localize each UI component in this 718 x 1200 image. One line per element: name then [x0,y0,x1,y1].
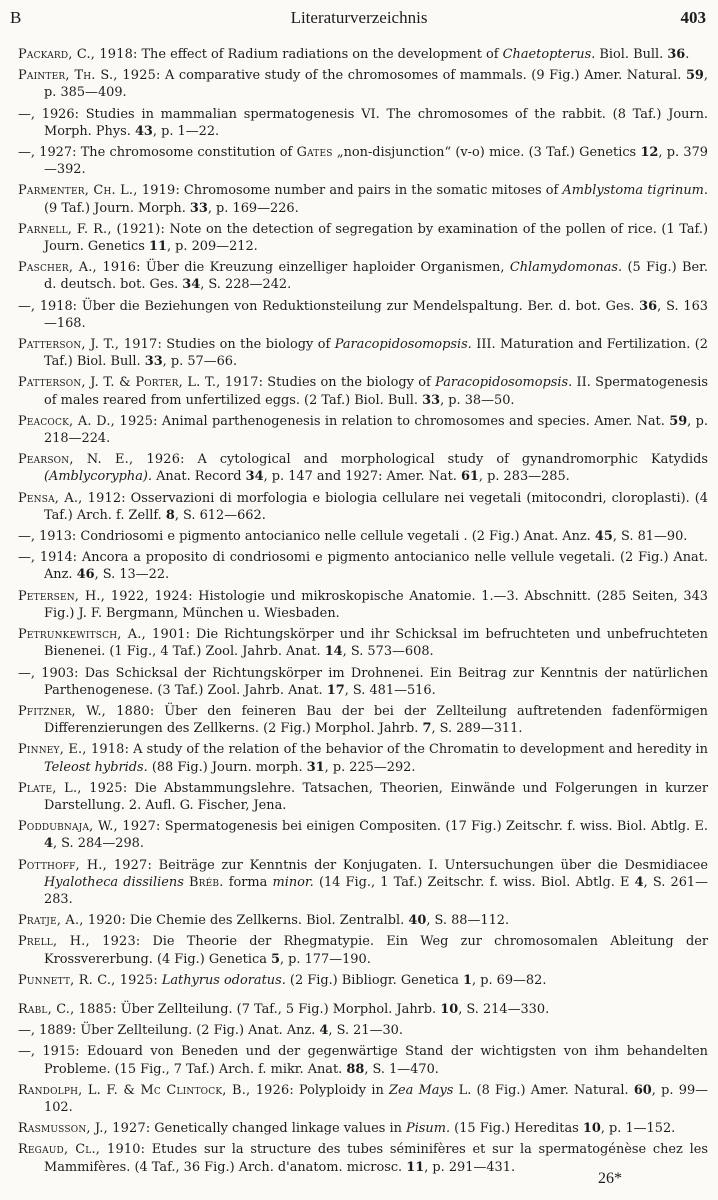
entry-text: , S. 284—298. [52,836,144,852]
entry-text: , S. 261—283. [44,874,708,907]
bibliography-entry [18,1043,708,1077]
entry-author: Rabl, C., 1885 [18,1001,113,1017]
entry-text: , p. 169—226. [207,200,299,216]
entry-italic-text: Chlamydomonas. [509,260,623,276]
bibliography-entry [18,1022,708,1039]
entry-text: forma [223,874,273,890]
entry-text: , p. 291—431. [424,1159,516,1175]
entry-text: Anat. Record [152,469,246,485]
bibliography-entry [18,665,708,699]
entry-text: : Über Zellteilung. (7 Taf., 5 Fig.) Morphol. Jahrb. [112,1001,441,1017]
entry-text: : Über den feineren Bau der bei der Zellteilung auftretenden fadenförmigen Differenzierungen des Zellkerns. (2 Fig.) Morphol. Jahrb. [44,703,708,737]
entry-text: , p. 69—82. [472,972,547,988]
bibliography-entry [18,933,708,967]
entry-text: : [153,972,162,988]
entry-volume: 11 [148,239,167,255]
entry-author: Gates [296,145,333,161]
entry-text: : A study of the relation of the behavior of the Chromatin to development and heredity in [124,742,708,758]
entry-volume: 12 [640,145,659,161]
entry-text: , p. 147 and 1927: Amer. Nat. [263,469,461,485]
entry-text: L. (8 Fig.) Amer. Natural. [453,1082,634,1098]
entry-text: : A comparative study of the chromosomes of mammals. (9 Fig.) Amer. Natural. [156,68,686,84]
entry-author: Pascher, A., 1916 [18,260,137,276]
entry-text: : Chromosome number and pairs in the somatic mitoses of [175,183,563,199]
entry-volume: 8 [165,507,175,523]
entry-text: —, 1918: Über die Beziehungen von Reduktionsteilung zur Mendelspaltung. Ber. d. bot. Ges. [18,298,640,314]
bibliography-entry [18,588,708,622]
entry-volume: 10 [440,1001,459,1017]
entry-text: (88 Fig.) Journ. morph. [147,759,307,775]
entry-text: . [685,47,690,62]
entry-volume: 14 [324,644,343,660]
entry-volume: 59 [685,68,704,84]
entry-volume: 45 [594,529,613,545]
entry-text: —, 1903: Das Schicksal der Richtungskörper im Drohnenei. Ein Beitrag zur Kenntnis der natürlichen Parthenogenese. (3 Taf.) Zool. Jahrb. Anat. [18,665,708,698]
entry-volume: 40 [408,913,427,929]
entry-text: : Osservazioni di morfologia e biologia cellulare nei vegetali (mitocondri, cloroplasti). (4 Taf.) Arch. f. Zellf. [44,490,708,523]
entry-text: —, 1926: Studies in mammalian spermatogenesis VI. The chromosomes of the rabbit. (8 Taf.) Journ. Morph. Phys. [18,106,708,139]
page-title: Literaturverzeichnis [290,8,428,27]
entry-text: (5 Fig.) Ber. d. deutsch. bot. Ges. [44,260,708,293]
entry-volume: 1 [463,972,472,988]
entry-text: : Die Chemie des Zellkerns. Biol. Zentralbl. [121,913,409,929]
entry-volume: 5 [270,951,280,967]
entry-text: : Studies on the biology of [157,337,335,353]
entry-text: , S. 88—112. [426,913,510,929]
running-header [8,8,710,32]
entry-text: III. Maturation and Fertilization. (2 Taf.) Biol. Bull. [44,337,708,370]
bibliography-entry [18,780,708,814]
entry-text: —, 1914: Ancora a proposito di condriosomi e pigmento antocianico nelle vellule vegetali. (2 Fig.) Anat. Anz. [18,550,708,583]
entry-text: : Histologie und mikroskopische Anatomie. 1.—3. Abschnitt. (285 Seiten, 343 Fig.) J. F. Bergmann, München u. Wiesbaden. [44,588,708,621]
entry-author: Pearson, N. E., 1926 [18,452,181,468]
entry-text: , S. 214—330. [458,1001,550,1017]
bibliography-entry [18,374,708,408]
bibliography-entry [18,336,708,370]
bibliography-entry [18,106,708,140]
entry-text: , p. 225—292. [324,759,416,775]
entry-text: : A cytological and morphological study of gynandromorphic Katydids [180,452,708,468]
entry-author: Parmenter, Ch. L., 1919 [18,183,176,199]
bibliography-entry [18,626,708,660]
entry-text: , p. 385—409. [44,68,708,101]
entry-text: „non-disjunction“ (v-o) mice. (3 Taf.) Genetics [332,145,641,161]
entry-text: , S. 228—242. [200,277,292,293]
entry-text: , S. 289—311. [431,721,523,737]
bibliography-entry [18,490,708,524]
entry-italic-text: (Amblycorypha). [44,469,153,485]
entry-text: , S. 573—608. [342,644,434,660]
entry-text: : Note on the detection of segregation by examination of the pollen of rice. (1 Taf.) Journ. Genetics [44,221,708,255]
bibliography-entry [18,912,708,929]
bibliography-entry [18,221,708,255]
entry-author: Randolph, L. F. & Mc Clintock, B., 1926 [18,1082,290,1098]
entry-text: , S. 81—90. [612,529,688,545]
entry-volume: 88 [346,1061,365,1077]
entry-volume: 17 [326,682,345,698]
entry-text: —, 1915: Edouard von Beneden und der gegenwärtige Stand der wichtigsten von ihm behandelten Probleme. (15 Fig., 7 Taf.) Arch. f. mikr. Anat. [18,1044,708,1077]
entry-volume: 59 [669,413,688,429]
entry-volume: 61 [460,469,479,485]
entry-volume: 43 [134,123,153,139]
entry-italic-text: Paracopidosomopsis. [435,375,573,391]
entry-author: Painter, Th. S., 1925 [18,68,156,84]
entry-author: Peacock, A. D., 1925 [18,413,154,429]
entry-text: : Spermatogenesis bei einigen Compositen. (17 Fig.) Zeitschr. f. wiss. Biol. Abtlg. E. [156,819,708,835]
bibliography-entry [18,703,708,737]
entry-author: Patterson, J. T., 1917 [18,337,158,353]
entry-text: , p. 57—66. [162,354,238,370]
entry-text: —, 1889: Über Zellteilung. (2 Fig.) Anat. Anz. [18,1023,320,1039]
entry-author: Bréb. [189,874,224,890]
entry-text: , S. 163—168. [44,298,708,331]
entry-text: : Polyploidy in [289,1082,390,1098]
entry-text: : Über die Kreuzung einzelliger haploider Organismen, [136,260,510,276]
bibliography-entry [18,182,708,216]
entry-text: , p. 1—152. [600,1121,676,1137]
entry-author: Rasmusson, J., 1927 [18,1121,146,1137]
entry-text: , p. 177—190. [279,951,371,967]
entry-volume: 36 [639,298,658,314]
bibliography-entry [18,1001,708,1018]
entry-author: Pfitzner, W., 1880 [18,703,150,719]
entry-text: : Animal parthenogenesis in relation to chromosomes and species. Amer. Nat. [153,413,670,429]
entry-text: : Studies on the biology of [258,375,436,391]
entry-volume: 33 [189,200,208,216]
entry-volume: 34 [182,277,201,293]
bibliography-entry [18,144,708,178]
entry-author: Patterson, J. T. & Porter, L. T., 1917 [18,375,259,391]
entry-author: Pinney, E., 1918 [18,742,125,758]
entry-author: Poddubnaja, W., 1927 [18,819,157,835]
entry-text: : Die Abstammungslehre. Tatsachen, Theorien, Einwände und Folgerungen in kurzer Darstellung. 2. Aufl. G. Fischer, Jena. [44,780,708,813]
entry-author: Regaud, Cl., 1910 [18,1142,141,1158]
entry-italic-text: minor. [272,874,314,890]
entry-text: , p. 209—212. [166,239,258,255]
entry-author: Pensa, A., 1912 [18,490,122,506]
entry-text: II. Spermatogenesis of males reared from unfertilized eggs. (2 Taf.) Biol. Bull. [44,375,709,408]
page-number: 403 [680,8,706,27]
entry-text: , S. 481—516. [344,682,436,698]
entry-text: , S. 1—470. [364,1061,439,1077]
signature-mark: 26* [598,1170,622,1187]
entry-italic-text: Teleost hybrids. [44,759,148,775]
entry-text: (14 Fig., 1 Taf.) Zeitschr. f. wiss. Biol. Abtlg. E [313,874,635,890]
entry-author: Parnell, F. R., (1921) [18,221,161,237]
bibliography-entry [18,549,708,583]
bibliography-entry [18,528,708,545]
entry-text: , p. 283—285. [478,469,570,485]
entry-text: : Etudes sur la structure des tubes séminifères et sur la spermatogénèse chez les Mammifères. (4 Taf., 36 Fig.) Arch. d'anatom. microsc. [44,1142,708,1175]
entry-author: Packard, C., 1918 [18,47,134,62]
entry-volume: 11 [406,1159,425,1175]
entry-text: , S. 612—662. [174,507,266,523]
entry-italic-text: Lathyrus odoratus. [161,972,286,988]
bibliography-entry [18,1082,708,1116]
entry-volume: 4 [634,874,644,890]
entry-text: —, 1927: The chromosome constitution of [18,145,297,161]
entry-text: : Die Richtungskörper und ihr Schicksal im befruchteten und unbefruchteten Bienenei. (1 Fig., 4 Taf.) Zool. Jahrb. Anat. [44,627,708,660]
entry-text: Biol. Bull. [595,47,668,62]
bibliography-entry [18,259,708,293]
entry-volume: 33 [144,354,163,370]
entry-author: Petrunkewitsch, A., 1901 [18,627,186,643]
bibliography-entry [18,818,708,852]
entry-italic-text: Chaetopterus. [502,47,596,62]
entry-volume: 7 [422,721,432,737]
entry-italic-text: Paracopidosomopsis. [334,337,472,353]
bibliography-entry [18,972,708,989]
entry-text: , S. 21—30. [328,1023,403,1039]
entry-text: : Beiträge zur Kenntnis der Konjugaten. I. Untersuchungen über die Desmidiacee [147,857,709,873]
entry-italic-text: Amblystoma tigrinum. [562,183,708,199]
entry-author: Potthoff, H., 1927 [18,857,148,873]
entry-text: (9 Taf.) Journ. Morph. [44,200,190,216]
entry-text: : The effect of Radium radiations on the development of [133,47,503,62]
entry-author: Petersen, H., 1922, 1924 [18,588,189,604]
bibliography-entry [18,67,708,101]
entry-volume: 34 [245,469,264,485]
entry-text: , p. 218—224. [44,413,709,447]
entry-text: : Die Theorie der Rhegmatypie. Ein Weg zur chromosomalen Ableitung der Krossvererbung. (4 Fig.) Genetica [44,934,708,967]
bibliography-entry [18,1120,708,1137]
entry-text: , p. 379—392. [44,145,708,178]
entry-text: , p. 99—102. [44,1082,709,1115]
entry-volume: 60 [633,1082,652,1098]
entry-italic-text: Pisum. [406,1121,451,1137]
entry-author: Pratje, A., 1920 [18,913,122,929]
entry-italic-text: Hyalotheca dissiliens [44,874,184,890]
entry-italic-text: Zea Mays [389,1082,454,1098]
entry-volume: 10 [582,1121,601,1137]
entry-volume: 4 [44,836,53,852]
entry-text: , S. 13—22. [94,567,170,583]
section-letter: B [10,8,22,27]
entry-text: , p. 1—22. [152,123,220,139]
entry-text: —, 1913: Condriosomi e pigmento antocianico nelle cellule vegetali . (2 Fig.) Anat. Anz. [18,529,595,545]
entry-volume: 46 [76,567,95,583]
entry-text: (15 Fig.) Hereditas [450,1121,583,1137]
entry-author: Punnett, R. C., 1925 [18,972,154,988]
bibliography-entry [18,413,708,447]
bibliography-entry [18,298,708,332]
entry-volume: 33 [422,392,441,408]
entry-volume: 4 [319,1023,329,1039]
bibliography-entry [18,857,708,909]
bibliography-entry [18,741,708,775]
entry-text: (2 Fig.) Bibliogr. Genetica [285,972,464,988]
entry-volume: 31 [306,759,325,775]
bibliography-list [18,46,708,1180]
bibliography-entry [18,451,708,485]
entry-text: : Genetically changed linkage values in [145,1121,407,1137]
entry-volume: 36 [667,47,686,62]
entry-author: Prell, H., 1923 [18,934,136,950]
entry-text: , p. 38—50. [440,392,515,408]
bibliography-entry [18,46,708,63]
entry-author: Plate, L., 1925 [18,780,123,796]
